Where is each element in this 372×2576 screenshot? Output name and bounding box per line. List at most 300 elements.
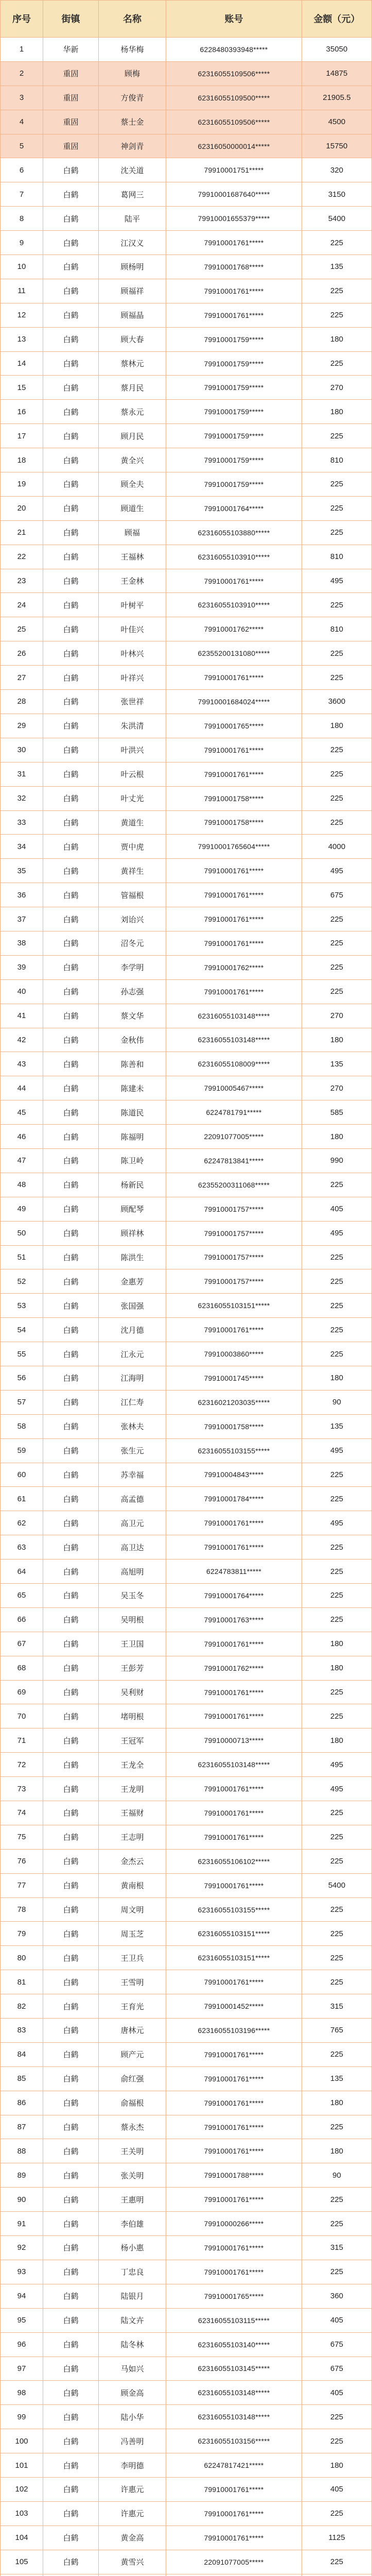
- table-row: [1, 2429, 372, 2453]
- cell-seq: 39: [1, 955, 43, 979]
- table-row: [1, 2405, 372, 2429]
- cell-town: 华新: [43, 38, 99, 62]
- table-row: [1, 835, 372, 859]
- cell-account: 79910001761*****: [166, 1511, 302, 1535]
- cell-town: 白鹤: [43, 376, 99, 400]
- cell-town: 白鹤: [43, 979, 99, 1004]
- table-row: [1, 1946, 372, 1970]
- cell-amount: 225: [302, 1173, 372, 1197]
- cell-seq: 49: [1, 1197, 43, 1221]
- cell-seq: 46: [1, 1125, 43, 1149]
- cell-account: 62316055103156*****: [166, 2429, 302, 2453]
- cell-name: 顾金高: [99, 2381, 166, 2405]
- cell-seq: 65: [1, 1584, 43, 1608]
- cell-account: 79910001761*****: [166, 2139, 302, 2163]
- cell-amount: 225: [302, 2042, 372, 2066]
- cell-amount: 495: [302, 1511, 372, 1535]
- table-row: [1, 472, 372, 497]
- cell-town: 白鹤: [43, 1584, 99, 1608]
- cell-town: 白鹤: [43, 641, 99, 666]
- cell-town: 白鹤: [43, 859, 99, 883]
- table-row: [1, 1656, 372, 1680]
- cell-name: 王龙明: [99, 1777, 166, 1801]
- cell-account: 62316055103148*****: [166, 2405, 302, 2429]
- table-row: [1, 2091, 372, 2115]
- cell-account: 79910001761*****: [166, 1801, 302, 1825]
- table-row: [1, 1704, 372, 1728]
- cell-account: 79910001761*****: [166, 2188, 302, 2212]
- cell-town: 白鹤: [43, 1414, 99, 1438]
- cell-amount: 810: [302, 545, 372, 569]
- cell-seq: 4: [1, 110, 43, 134]
- cell-name: 黄全兴: [99, 448, 166, 472]
- cell-account: 79910001761*****: [166, 666, 302, 690]
- cell-name: 蔡月民: [99, 376, 166, 400]
- cell-account: 79910001758*****: [166, 1414, 302, 1438]
- cell-seq: 43: [1, 1052, 43, 1076]
- cell-account: 79910001765604*****: [166, 835, 302, 859]
- header-amount-label: 金额（元）: [313, 13, 360, 24]
- table-row: [1, 1487, 372, 1511]
- cell-name: 叶洪兴: [99, 738, 166, 762]
- cell-amount: 315: [302, 2236, 372, 2260]
- cell-seq: 14: [1, 351, 43, 376]
- cell-seq: 38: [1, 931, 43, 955]
- cell-seq: 26: [1, 641, 43, 666]
- cell-name: 叶林兴: [99, 641, 166, 666]
- cell-seq: 93: [1, 2260, 43, 2284]
- cell-town: 白鹤: [43, 1946, 99, 1970]
- cell-amount: 495: [302, 859, 372, 883]
- cell-town: 白鹤: [43, 158, 99, 182]
- cell-account: 79910001759*****: [166, 472, 302, 497]
- cell-amount: 225: [302, 231, 372, 255]
- table-row: [1, 617, 372, 641]
- cell-town: 白鹤: [43, 2066, 99, 2091]
- cell-account: 79910001757*****: [166, 1197, 302, 1221]
- cell-seq: 2: [1, 61, 43, 86]
- cell-seq: 20: [1, 496, 43, 520]
- table-row: [1, 1584, 372, 1608]
- cell-account: 79910001761*****: [166, 1680, 302, 1704]
- cell-account: 79910001761*****: [166, 279, 302, 303]
- cell-seq: 29: [1, 714, 43, 738]
- cell-amount: 225: [302, 1342, 372, 1366]
- cell-town: [43, 2574, 99, 2576]
- cell-account: 62316055103148*****: [166, 1753, 302, 1777]
- table-row: [1, 1463, 372, 1487]
- cell-account: 62316050000014*****: [166, 134, 302, 158]
- cell-town: 白鹤: [43, 279, 99, 303]
- table-row: [1, 448, 372, 472]
- cell-amount: 405: [302, 2477, 372, 2501]
- cell-account: 62316055103140*****: [166, 2332, 302, 2357]
- cell-seq: 91: [1, 2212, 43, 2236]
- cell-town: 白鹤: [43, 2139, 99, 2163]
- cell-seq: 80: [1, 1946, 43, 1970]
- cell-account: 79910001764*****: [166, 1584, 302, 1608]
- table-row: [1, 931, 372, 955]
- cell-amount: 225: [302, 1922, 372, 1946]
- cell-amount: 225: [302, 979, 372, 1004]
- cell-town: 白鹤: [43, 2477, 99, 2501]
- table-row: [1, 810, 372, 835]
- cell-seq: 11: [1, 279, 43, 303]
- cell-account: 6228480393948*****: [166, 38, 302, 62]
- cell-account: 62316055103148*****: [166, 1028, 302, 1052]
- cell-amount: 225: [302, 1970, 372, 1994]
- table-row: [1, 1535, 372, 1560]
- cell-name: 陆文卉: [99, 2308, 166, 2332]
- cell-amount: 225: [302, 2115, 372, 2139]
- cell-account: 79910001761*****: [166, 1825, 302, 1849]
- cell-seq: 87: [1, 2115, 43, 2139]
- header-town: 街镇: [43, 1, 99, 38]
- table-row: [1, 1342, 372, 1366]
- cell-account: 62316055103151*****: [166, 1946, 302, 1970]
- cell-town: 白鹤: [43, 1607, 99, 1632]
- cell-name: 许惠元: [99, 2477, 166, 2501]
- table-row: [1, 1269, 372, 1294]
- table-row: [1, 1922, 372, 1946]
- cell-account: 79910001684024*****: [166, 690, 302, 714]
- cell-amount: 495: [302, 1221, 372, 1245]
- cell-seq: 78: [1, 1897, 43, 1922]
- cell-town: 白鹤: [43, 2284, 99, 2308]
- cell-town: 白鹤: [43, 1173, 99, 1197]
- cell-account: 79910001763*****: [166, 1607, 302, 1632]
- cell-account: 62355200311068*****: [166, 1173, 302, 1197]
- cell-amount: 810: [302, 448, 372, 472]
- cell-name: 顾产元: [99, 2042, 166, 2066]
- cell-town: 白鹤: [43, 1897, 99, 1922]
- table-row: [1, 1560, 372, 1584]
- table-row: [1, 1849, 372, 1873]
- cell-seq: 13: [1, 327, 43, 351]
- cell-name: 顾梅: [99, 61, 166, 86]
- cell-name: 冯善明: [99, 2429, 166, 2453]
- cell-town: 白鹤: [43, 2308, 99, 2332]
- cell-name: 蔡永元: [99, 400, 166, 424]
- cell-town: 白鹤: [43, 255, 99, 279]
- cell-seq: 56: [1, 1366, 43, 1390]
- cell-seq: 90: [1, 2188, 43, 2212]
- cell-name: 江海明: [99, 1366, 166, 1390]
- cell-seq: 48: [1, 1173, 43, 1197]
- table-row: [1, 2236, 372, 2260]
- table-row: [1, 2260, 372, 2284]
- cell-town: 白鹤: [43, 1632, 99, 1656]
- cell-account: 79910001788*****: [166, 2163, 302, 2188]
- cell-amount: 180: [302, 1728, 372, 1753]
- cell-seq: 25: [1, 617, 43, 641]
- cell-town: 白鹤: [43, 520, 99, 545]
- cell-amount: 225: [302, 641, 372, 666]
- cell-name: 张国强: [99, 1294, 166, 1318]
- cell-amount: 35050: [302, 38, 372, 62]
- cell-account: 62316055103155*****: [166, 1897, 302, 1922]
- cell-amount: 225: [302, 2405, 372, 2429]
- table-row: [1, 2042, 372, 2066]
- cell-town: 白鹤: [43, 1004, 99, 1028]
- cell-amount: 225: [302, 2260, 372, 2284]
- cell-account: 79910001761*****: [166, 2526, 302, 2550]
- cell-account: 79910001761*****: [166, 2501, 302, 2526]
- cell-town: 白鹤: [43, 1318, 99, 1342]
- cell-account: 79910001761*****: [166, 762, 302, 786]
- cell-seq: 17: [1, 424, 43, 448]
- table-row: [1, 61, 372, 86]
- cell-seq: 64: [1, 1560, 43, 1584]
- table-row: [1, 1390, 372, 1414]
- cell-seq: 92: [1, 2236, 43, 2260]
- cell-town: 白鹤: [43, 207, 99, 231]
- cell-amount: 180: [302, 2091, 372, 2115]
- cell-name: 王关明: [99, 2139, 166, 2163]
- header-account: 账号: [166, 1, 302, 38]
- cell-account: 79910001759*****: [166, 327, 302, 351]
- cell-seq: 31: [1, 762, 43, 786]
- cell-name: 管福根: [99, 883, 166, 907]
- cell-seq: 44: [1, 1076, 43, 1100]
- cell-account: 22091077005*****: [166, 2550, 302, 2574]
- cell-amount: 14875: [302, 61, 372, 86]
- table-row: [1, 1801, 372, 1825]
- cell-name: 孙志强: [99, 979, 166, 1004]
- table-row: [1, 182, 372, 207]
- table-row: [1, 86, 372, 110]
- cell-amount: 225: [302, 1680, 372, 1704]
- cell-town: 白鹤: [43, 182, 99, 207]
- cell-seq: 68: [1, 1656, 43, 1680]
- cell-name: 杨新民: [99, 1173, 166, 1197]
- cell-town: 白鹤: [43, 2163, 99, 2188]
- cell-town: 白鹤: [43, 472, 99, 497]
- cell-seq: 61: [1, 1487, 43, 1511]
- cell-amount: 225: [302, 955, 372, 979]
- table-row: [1, 2453, 372, 2478]
- cell-seq: 89: [1, 2163, 43, 2188]
- cell-seq: 32: [1, 786, 43, 810]
- cell-name: 王彭芳: [99, 1656, 166, 1680]
- cell-name: 黄雪兴: [99, 2550, 166, 2574]
- cell-name: 王卫国: [99, 1632, 166, 1656]
- cell-town: 白鹤: [43, 1728, 99, 1753]
- cell-seq: 3: [1, 86, 43, 110]
- cell-name: 俞福根: [99, 2091, 166, 2115]
- cell-seq: 21: [1, 520, 43, 545]
- cell-seq: 81: [1, 1970, 43, 1994]
- cell-account: 62316055103115*****: [166, 2308, 302, 2332]
- cell-name: 刘诒兴: [99, 907, 166, 931]
- cell-amount: 5400: [302, 207, 372, 231]
- cell-name: 叶树平: [99, 593, 166, 617]
- cell-name: 杨华梅: [99, 38, 166, 62]
- cell-town: 白鹤: [43, 2429, 99, 2453]
- cell-amount: 135: [302, 255, 372, 279]
- cell-account: 79910001758*****: [166, 786, 302, 810]
- cell-account: 62316055103145*****: [166, 2357, 302, 2381]
- cell-town: 白鹤: [43, 2405, 99, 2429]
- cell-name: 吴明根: [99, 1607, 166, 1632]
- cell-name: 沈关道: [99, 158, 166, 182]
- cell-seq: 55: [1, 1342, 43, 1366]
- cell-account: 79910001761*****: [166, 738, 302, 762]
- cell-amount: 1125: [302, 2526, 372, 2550]
- table-row: [1, 2019, 372, 2043]
- table-row: [1, 1632, 372, 1656]
- table-row: [1, 207, 372, 231]
- cell-amount: 225: [302, 666, 372, 690]
- cell-account: 79910001757*****: [166, 1221, 302, 1245]
- cell-amount: 225: [302, 1245, 372, 1269]
- cell-account: 79910001452*****: [166, 1994, 302, 2019]
- cell-name: 顾福晶: [99, 303, 166, 327]
- cell-amount: 495: [302, 569, 372, 593]
- table-row: [1, 979, 372, 1004]
- cell-town: 白鹤: [43, 1245, 99, 1269]
- table-row: [1, 1221, 372, 1245]
- table-row: [1, 303, 372, 327]
- cell-amount: 225: [302, 1294, 372, 1318]
- cell-name: 王金林: [99, 569, 166, 593]
- cell-name: 堵明根: [99, 1704, 166, 1728]
- cell-account: 79910001655379*****: [166, 207, 302, 231]
- cell-account: 62316055103151*****: [166, 1294, 302, 1318]
- cell-account: 79910001761*****: [166, 859, 302, 883]
- cell-seq: 53: [1, 1294, 43, 1318]
- cell-account: 79910001757*****: [166, 1245, 302, 1269]
- table-row: [1, 2381, 372, 2405]
- cell-name: 顾全夫: [99, 472, 166, 497]
- cell-town: 白鹤: [43, 666, 99, 690]
- table-row: [1, 907, 372, 931]
- cell-seq: 1: [1, 38, 43, 62]
- table-row: [1, 859, 372, 883]
- cell-town: 白鹤: [43, 1148, 99, 1173]
- cell-amount: 225: [302, 2188, 372, 2212]
- cell-amount: 135: [302, 1414, 372, 1438]
- cell-name: 高卫达: [99, 1535, 166, 1560]
- cell-name: 顾福祥: [99, 279, 166, 303]
- cell-seq: 59: [1, 1438, 43, 1463]
- cell-seq: 96: [1, 2332, 43, 2357]
- table-row: [1, 738, 372, 762]
- table-row: [1, 1148, 372, 1173]
- cell-town: 白鹤: [43, 2212, 99, 2236]
- cell-account: 79910001751*****: [166, 158, 302, 182]
- table-row: [1, 1004, 372, 1028]
- cell-town: 重固: [43, 110, 99, 134]
- cell-town: 白鹤: [43, 424, 99, 448]
- cell-amount: [302, 2574, 372, 2576]
- cell-name: 王福财: [99, 1801, 166, 1825]
- cell-name: 陆小华: [99, 2405, 166, 2429]
- cell-amount: 180: [302, 1028, 372, 1052]
- table-row: [1, 690, 372, 714]
- cell-town: 白鹤: [43, 1076, 99, 1100]
- cell-seq: 76: [1, 1849, 43, 1873]
- cell-name: 高孟德: [99, 1487, 166, 1511]
- table-row: [1, 1173, 372, 1197]
- cell-town: 白鹤: [43, 1656, 99, 1680]
- cell-amount: 225: [302, 1801, 372, 1825]
- cell-name: 李学明: [99, 955, 166, 979]
- cell-seq: 9: [1, 231, 43, 255]
- table-row: [1, 1994, 372, 2019]
- cell-town: 白鹤: [43, 2550, 99, 2574]
- cell-amount: 765: [302, 2019, 372, 2043]
- cell-amount: 135: [302, 1052, 372, 1076]
- table-row: [1, 1511, 372, 1535]
- cell-amount: 90: [302, 1390, 372, 1414]
- table-row: [1, 1777, 372, 1801]
- table-row: [1, 2115, 372, 2139]
- cell-name: 王福林: [99, 545, 166, 569]
- cell-seq: 74: [1, 1801, 43, 1825]
- cell-town: 白鹤: [43, 1970, 99, 1994]
- cell-town: 白鹤: [43, 2357, 99, 2381]
- table-row: [1, 1414, 372, 1438]
- cell-seq: 6: [1, 158, 43, 182]
- cell-account: 79910001761*****: [166, 231, 302, 255]
- table-row: [1, 1680, 372, 1704]
- cell-name: 王冠军: [99, 1728, 166, 1753]
- cell-town: 白鹤: [43, 1704, 99, 1728]
- cell-account: 6224783811*****: [166, 1560, 302, 1584]
- cell-account: 62316055108009*****: [166, 1052, 302, 1076]
- cell-account: 79910001761*****: [166, 2042, 302, 2066]
- cell-account: 79910001761*****: [166, 2115, 302, 2139]
- cell-account: 79910001761*****: [166, 2091, 302, 2115]
- cell-account: 22091077005*****: [166, 1125, 302, 1149]
- cell-amount: 225: [302, 279, 372, 303]
- cell-amount: 405: [302, 2381, 372, 2405]
- table-row: [1, 1294, 372, 1318]
- table-row: [1, 2357, 372, 2381]
- cell-amount: 180: [302, 327, 372, 351]
- cell-town: 白鹤: [43, 835, 99, 859]
- cell-account: 79910001765*****: [166, 2284, 302, 2308]
- cell-name: 张世祥: [99, 690, 166, 714]
- cell-town: 白鹤: [43, 327, 99, 351]
- cell-amount: 225: [302, 931, 372, 955]
- cell-seq: 40: [1, 979, 43, 1004]
- cell-name: 黄祥生: [99, 859, 166, 883]
- cell-seq: 72: [1, 1753, 43, 1777]
- cell-seq: 102: [1, 2477, 43, 2501]
- cell-seq: 62: [1, 1511, 43, 1535]
- cell-amount: 320: [302, 158, 372, 182]
- cell-account: 79910001762*****: [166, 1656, 302, 1680]
- cell-name: 唐林元: [99, 2019, 166, 2043]
- cell-town: 白鹤: [43, 1221, 99, 1245]
- cell-name: 贾中虎: [99, 835, 166, 859]
- cell-name: 王龙全: [99, 1753, 166, 1777]
- table-row: [1, 2477, 372, 2501]
- cell-town: 白鹤: [43, 2501, 99, 2526]
- cell-name: 陈善和: [99, 1052, 166, 1076]
- cell-account: 62316055103148*****: [166, 1004, 302, 1028]
- cell-seq: 7: [1, 182, 43, 207]
- cell-seq: 33: [1, 810, 43, 835]
- cell-account: 62316055103151*****: [166, 1922, 302, 1946]
- cell-seq: 22: [1, 545, 43, 569]
- table-row: [1, 2188, 372, 2212]
- cell-name: 黄金高: [99, 2526, 166, 2550]
- cell-name: 金惠芳: [99, 1269, 166, 1294]
- cell-name: 金杰云: [99, 1849, 166, 1873]
